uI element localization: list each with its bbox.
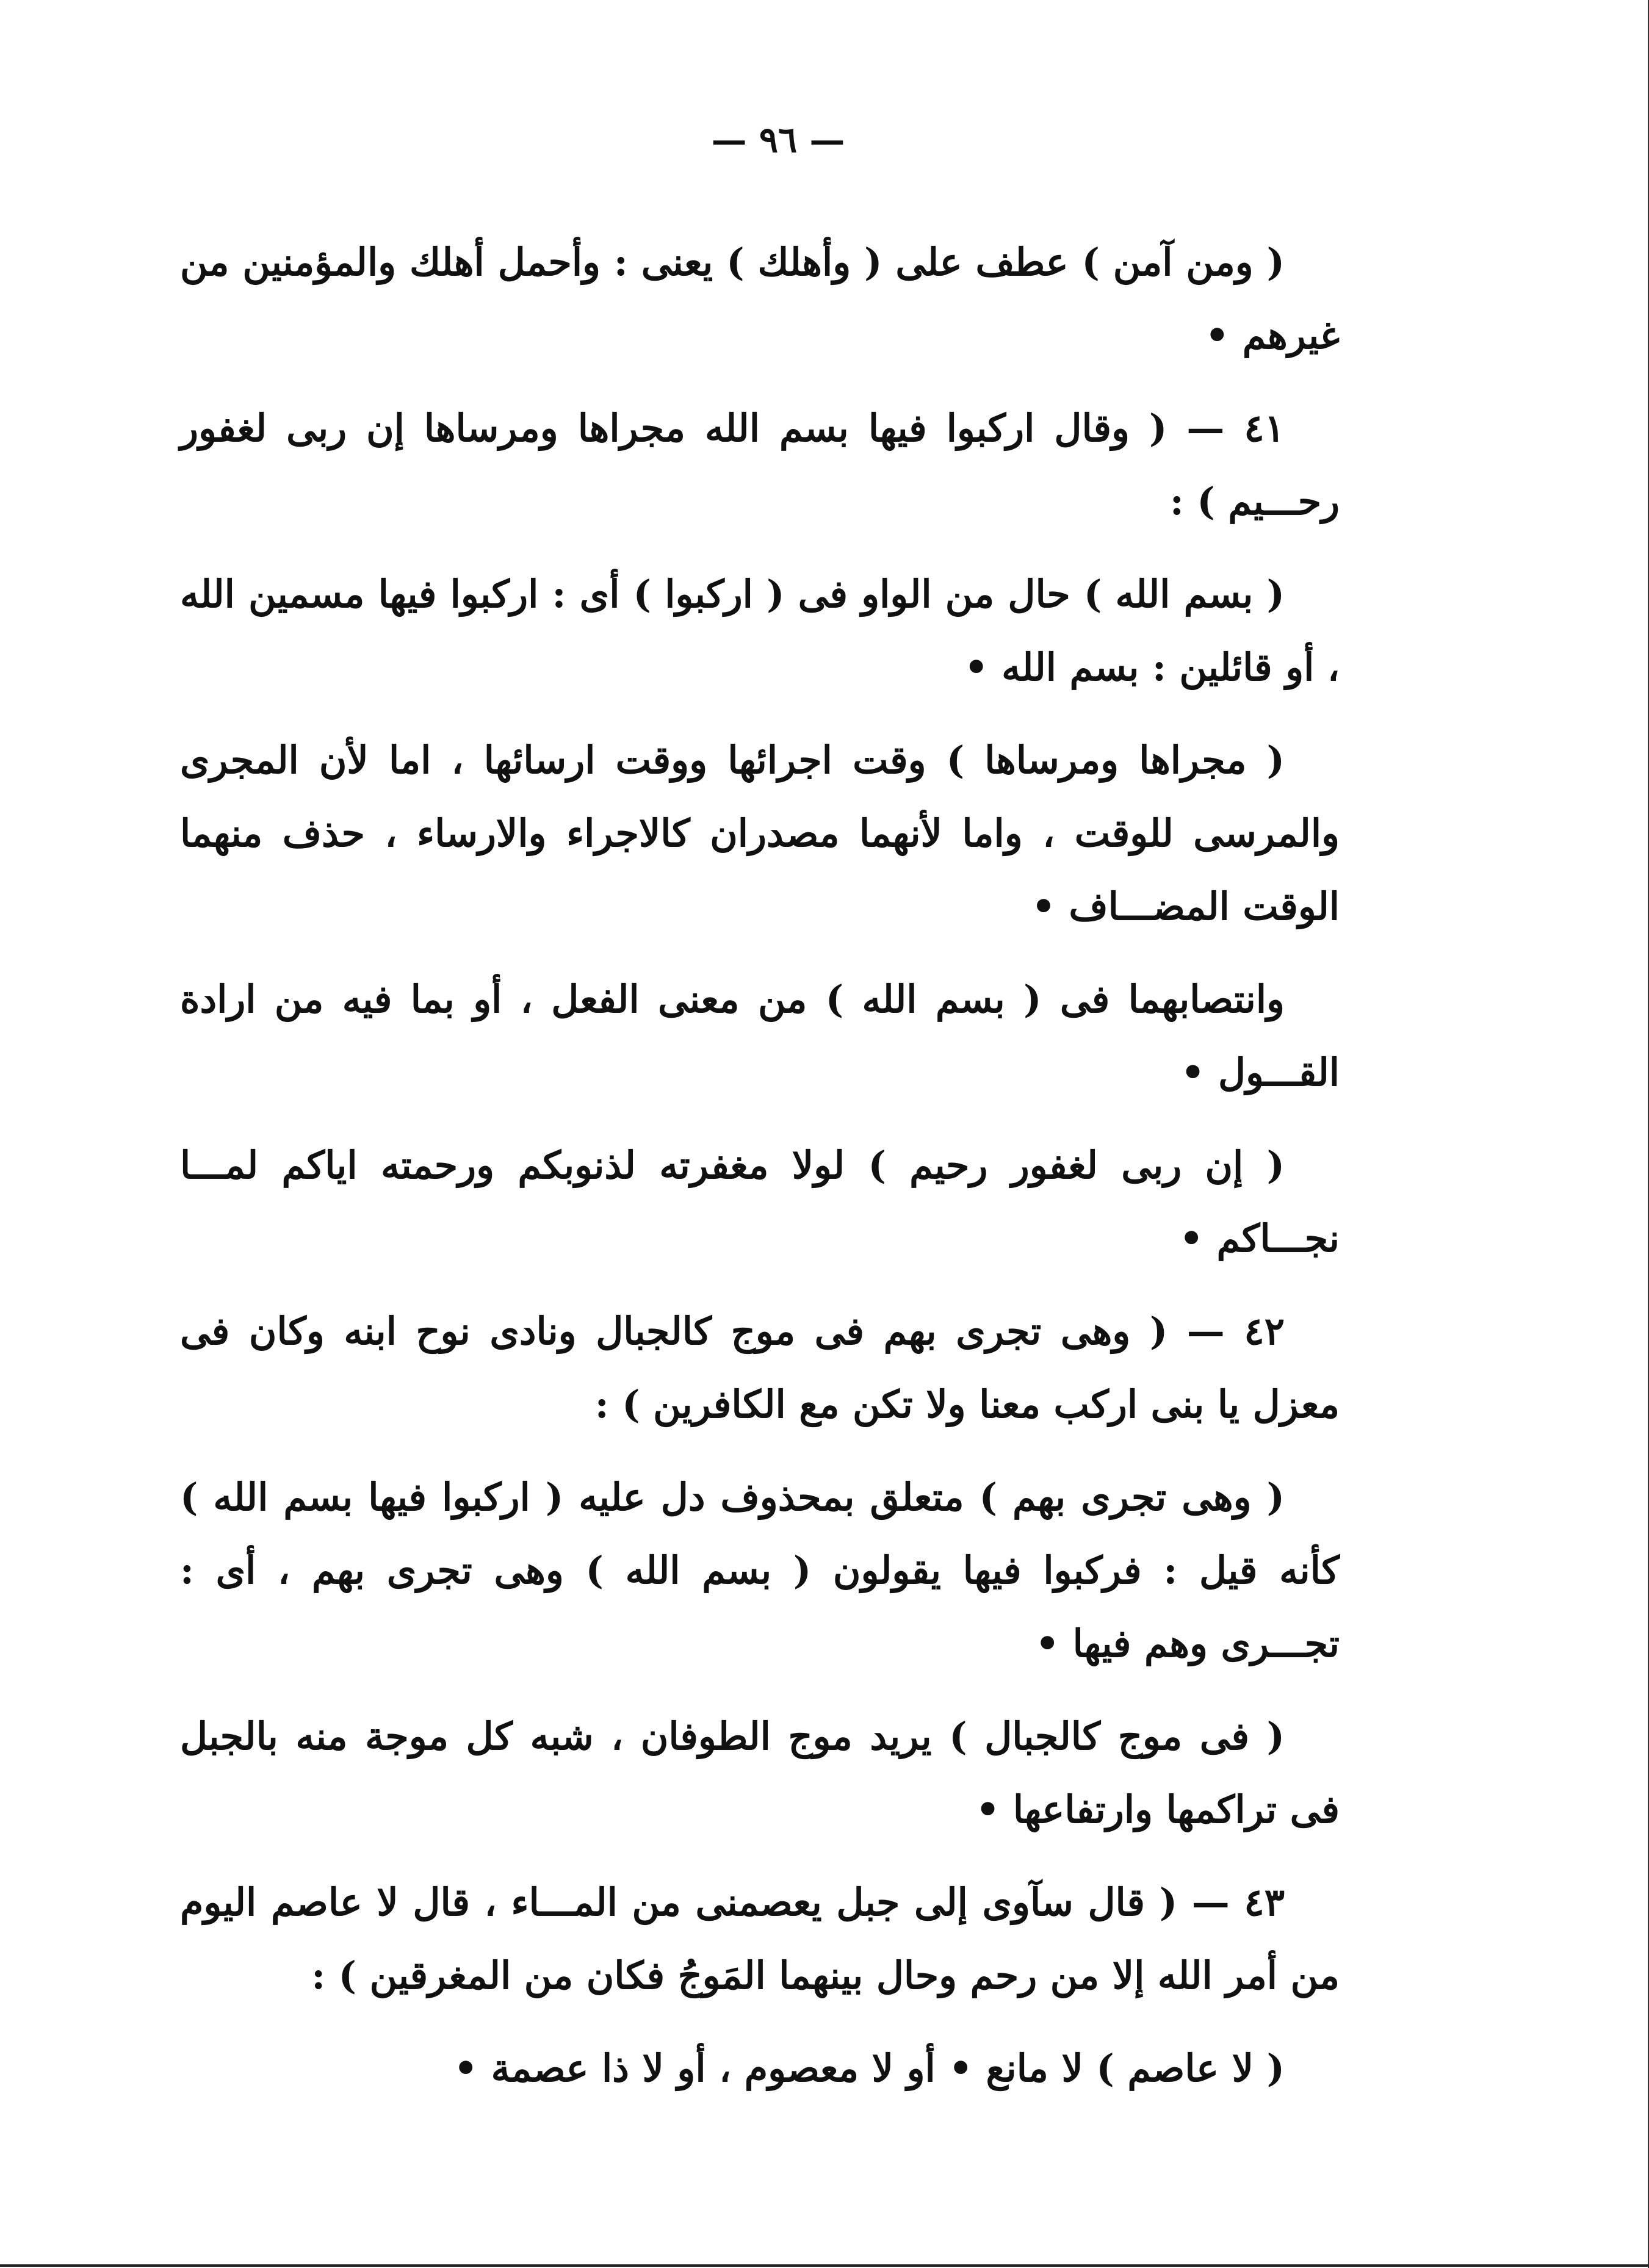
page-number: — ٩٦ — (711, 119, 845, 160)
paragraph-4: ( مجراها ومرساها ) وقت اجرائها ووقت ارسائها ، اما لأن المجرى والمرسى للوقت ، واما لأنهما مصدران كالاجراء والارساء ، حذف منهما الوقت المضـــاف • (180, 738, 1340, 929)
paragraph-6: ( إن ربى لغفور رحيم ) لولا مغفرته لذنوبكم ورحمته اياكم لمـــا نجـــاكم • (180, 1143, 1340, 1261)
paragraph-verse-42: ٤٢ — ( وهى تجرى بهم فى موج كالجبال ونادى نوح ابنه وكان فى معزل يا بنى اركب معنا ولا تكن مع الكافرين ) : (180, 1309, 1340, 1427)
paragraph-1: ( ومن آمن ) عطف على ( وأهلك ) يعنى : وأحمل أهلك والمؤمنين من غيرهم • (180, 240, 1340, 358)
paragraph-5: وانتصابهما فى ( بسم الله ) من معنى الفعل ، أو بما فيه من ارادة القـــول • (180, 977, 1340, 1095)
paragraph-9: ( فى موج كالجبال ) يريد موج الطوفان ، شبه كل موجة منه بالجبل فى تراكمها وارتفاعها • (180, 1714, 1340, 1832)
scan-edge-bottom (0, 2264, 1649, 2267)
paragraph-verse-41: ٤١ — ( وقال اركبوا فيها بسم الله مجراها ومرساها إن ربى لغفور رحـــيم ) : (180, 406, 1340, 524)
paragraph-11: ( لا عاصم ) لا مانع • أو لا معصوم ، أو لا ذا عصمة • (453, 2046, 1285, 2090)
paragraph-8: ( وهى تجرى بهم ) متعلق بمحذوف دل عليه ( اركبوا فيها بسم الله ) كأنه قيل : فركبوا فيها يقولون ( بسم الله ) وهى تجرى بهم ، أى : تجـــرى وهم فيها • (180, 1475, 1340, 1666)
paragraph-3: ( بسم الله ) حال من الواو فى ( اركبوا ) أى : اركبوا فيها مسمين الله ، أو قائلين : بسم الله • (180, 572, 1340, 689)
paragraph-verse-43: ٤٣ — ( قال سآوى إلى جبل يعصمنى من المـــاء ، قال لا عاصم اليوم من أمر الله إلا من رحم وحال بينهما المَوجُ فكان من المغرقين ) : (180, 1880, 1340, 1998)
body-text (180, 226, 1340, 2090)
